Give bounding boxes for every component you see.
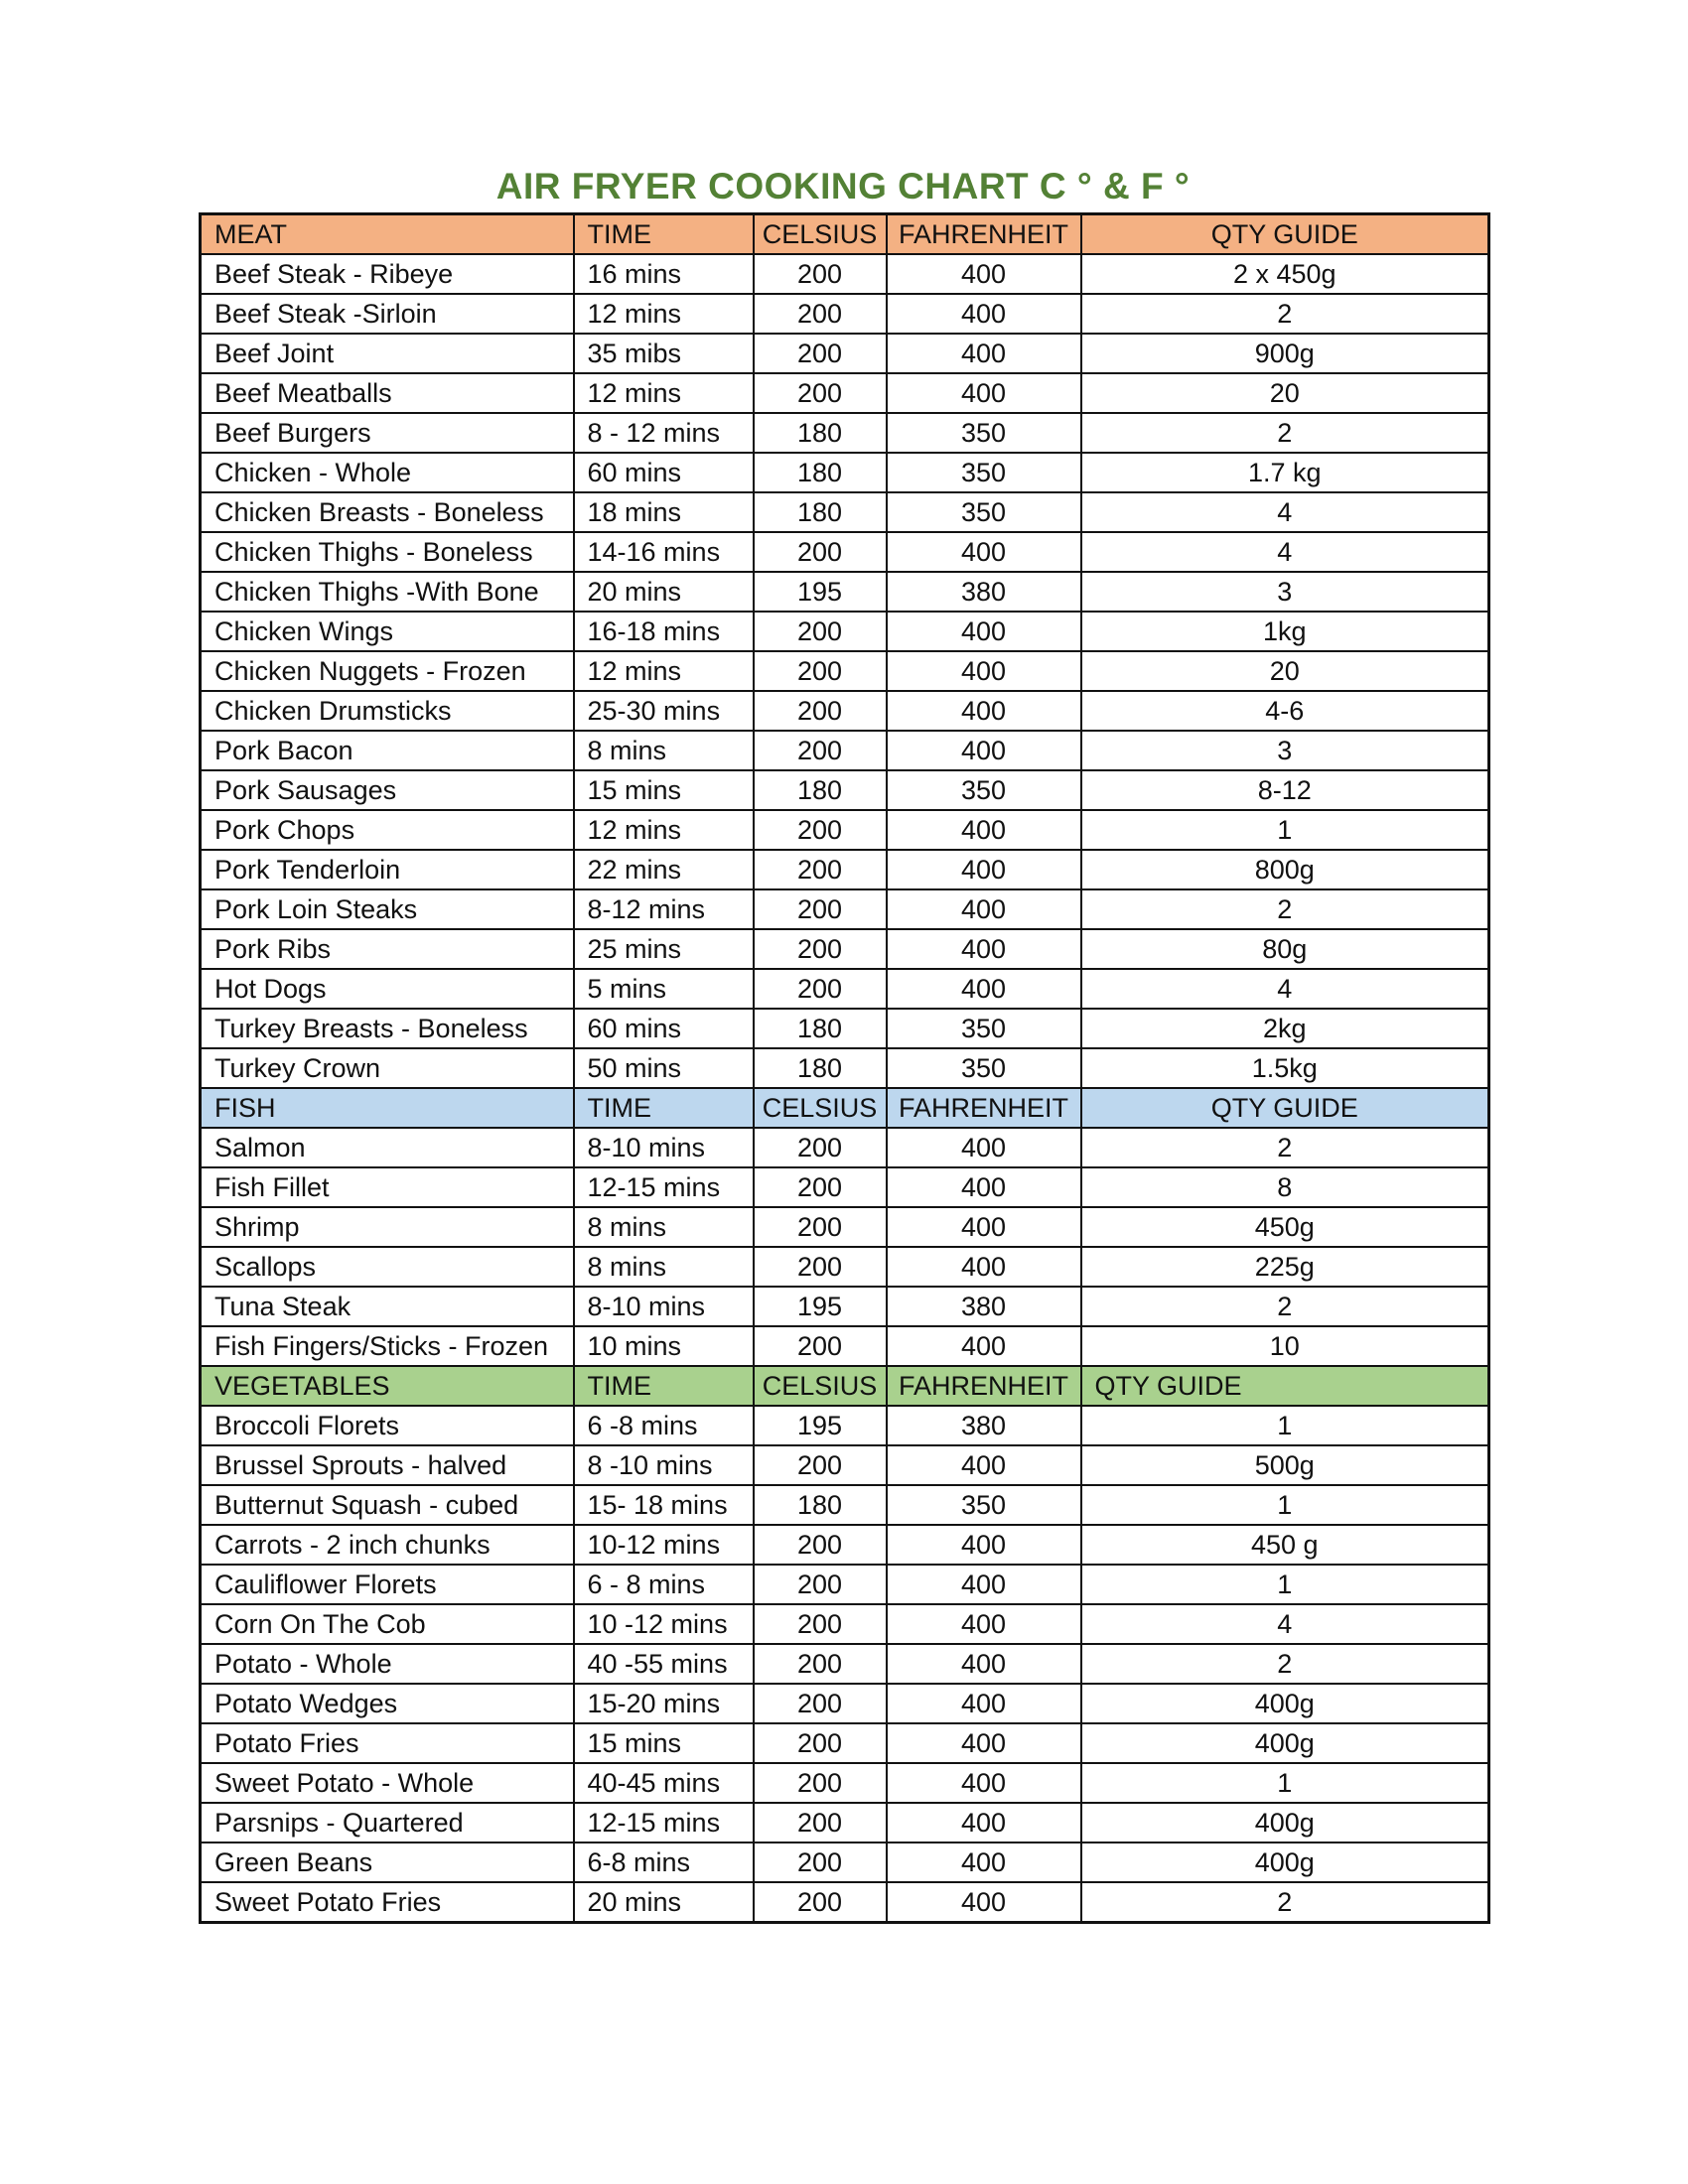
header-item: FISH xyxy=(201,1088,574,1128)
table-row xyxy=(201,1803,1489,1843)
cell-fahrenheit: 350 xyxy=(887,1009,1081,1048)
cell-fahrenheit: 400 xyxy=(887,889,1081,929)
cell-celsius: 180 xyxy=(754,413,887,453)
cell-fahrenheit: 400 xyxy=(887,294,1081,334)
cell-item: Fish Fingers/Sticks - Frozen xyxy=(201,1326,574,1366)
cell-time: 12-15 mins xyxy=(574,1803,754,1843)
cell-celsius: 200 xyxy=(754,1167,887,1207)
cell-item: Turkey Breasts - Boneless xyxy=(201,1009,574,1048)
cell-fahrenheit: 400 xyxy=(887,1763,1081,1803)
cell-fahrenheit: 400 xyxy=(887,1167,1081,1207)
cell-time: 15 mins xyxy=(574,770,754,810)
cell-item: Broccoli Florets xyxy=(201,1406,574,1445)
cell-celsius: 200 xyxy=(754,731,887,770)
cell-qty-guide: 900g xyxy=(1081,334,1489,373)
cell-time: 8 -10 mins xyxy=(574,1445,754,1485)
table-row xyxy=(201,572,1489,612)
cell-fahrenheit: 400 xyxy=(887,969,1081,1009)
table-row xyxy=(201,1207,1489,1247)
cell-time: 16 mins xyxy=(574,254,754,294)
cell-qty-guide: 1 xyxy=(1081,1406,1489,1445)
cell-time: 50 mins xyxy=(574,1048,754,1088)
cell-celsius: 200 xyxy=(754,810,887,850)
cell-fahrenheit: 400 xyxy=(887,1843,1081,1882)
table-row xyxy=(201,969,1489,1009)
cell-item: Chicken Drumsticks xyxy=(201,691,574,731)
cell-fahrenheit: 400 xyxy=(887,373,1081,413)
table-row xyxy=(201,1406,1489,1445)
cell-time: 12 mins xyxy=(574,810,754,850)
cell-time: 20 mins xyxy=(574,572,754,612)
cell-celsius: 200 xyxy=(754,1644,887,1684)
header-qty-guide: QTY GUIDE xyxy=(1081,1366,1489,1406)
cell-qty-guide: 1 xyxy=(1081,1485,1489,1525)
cell-fahrenheit: 400 xyxy=(887,1723,1081,1763)
table-row xyxy=(201,1604,1489,1644)
fish-section-header xyxy=(201,1088,1489,1128)
cell-item: Brussel Sprouts - halved xyxy=(201,1445,574,1485)
cell-time: 8-10 mins xyxy=(574,1128,754,1167)
cell-item: Chicken Thighs - Boneless xyxy=(201,532,574,572)
header-item: VEGETABLES xyxy=(201,1366,574,1406)
cell-item: Beef Steak -Sirloin xyxy=(201,294,574,334)
header-celsius: CELSIUS xyxy=(754,214,887,255)
cell-time: 10 mins xyxy=(574,1326,754,1366)
cell-time: 16-18 mins xyxy=(574,612,754,651)
cell-item: Beef Meatballs xyxy=(201,373,574,413)
table-row xyxy=(201,1565,1489,1604)
cell-qty-guide: 2 xyxy=(1081,1882,1489,1923)
table-row xyxy=(201,1723,1489,1763)
cell-item: Salmon xyxy=(201,1128,574,1167)
cell-qty-guide: 2 xyxy=(1081,1287,1489,1326)
cell-celsius: 200 xyxy=(754,1128,887,1167)
page-title: AIR FRYER COOKING CHART C ° & F ° xyxy=(495,166,1191,206)
cell-item: Chicken Wings xyxy=(201,612,574,651)
cell-time: 60 mins xyxy=(574,1009,754,1048)
cell-qty-guide: 20 xyxy=(1081,651,1489,691)
cell-time: 20 mins xyxy=(574,1882,754,1923)
cell-fahrenheit: 350 xyxy=(887,492,1081,532)
cell-item: Chicken Breasts - Boneless xyxy=(201,492,574,532)
cell-qty-guide: 2kg xyxy=(1081,1009,1489,1048)
cell-celsius: 200 xyxy=(754,1445,887,1485)
cell-item: Sweet Potato - Whole xyxy=(201,1763,574,1803)
table-row xyxy=(201,1167,1489,1207)
table-row xyxy=(201,373,1489,413)
cell-item: Potato Fries xyxy=(201,1723,574,1763)
cell-fahrenheit: 400 xyxy=(887,810,1081,850)
cell-time: 40-45 mins xyxy=(574,1763,754,1803)
cell-time: 8 mins xyxy=(574,1207,754,1247)
cell-celsius: 200 xyxy=(754,1803,887,1843)
table-row xyxy=(201,453,1489,492)
cell-qty-guide: 400g xyxy=(1081,1723,1489,1763)
table-row xyxy=(201,413,1489,453)
cell-qty-guide: 1 xyxy=(1081,810,1489,850)
cell-celsius: 180 xyxy=(754,492,887,532)
cell-celsius: 200 xyxy=(754,1565,887,1604)
cell-qty-guide: 8 xyxy=(1081,1167,1489,1207)
cell-time: 12-15 mins xyxy=(574,1167,754,1207)
table-row xyxy=(201,889,1489,929)
cell-fahrenheit: 350 xyxy=(887,413,1081,453)
cell-qty-guide: 225g xyxy=(1081,1247,1489,1287)
cooking-chart-table xyxy=(199,212,1490,1924)
cell-item: Hot Dogs xyxy=(201,969,574,1009)
cell-celsius: 200 xyxy=(754,294,887,334)
cell-time: 12 mins xyxy=(574,373,754,413)
cell-celsius: 200 xyxy=(754,1525,887,1565)
header-item: MEAT xyxy=(201,214,574,255)
table-row xyxy=(201,1445,1489,1485)
cell-fahrenheit: 400 xyxy=(887,1565,1081,1604)
cell-item: Pork Tenderloin xyxy=(201,850,574,889)
table-row xyxy=(201,532,1489,572)
cell-item: Scallops xyxy=(201,1247,574,1287)
cell-celsius: 180 xyxy=(754,1048,887,1088)
cell-qty-guide: 800g xyxy=(1081,850,1489,889)
cell-fahrenheit: 400 xyxy=(887,731,1081,770)
cell-qty-guide: 4 xyxy=(1081,1604,1489,1644)
cell-qty-guide: 4-6 xyxy=(1081,691,1489,731)
cell-celsius: 200 xyxy=(754,889,887,929)
cell-fahrenheit: 400 xyxy=(887,929,1081,969)
cell-qty-guide: 80g xyxy=(1081,929,1489,969)
cell-time: 6 - 8 mins xyxy=(574,1565,754,1604)
cell-qty-guide: 1kg xyxy=(1081,612,1489,651)
header-qty-guide: QTY GUIDE xyxy=(1081,214,1489,255)
header-qty-guide: QTY GUIDE xyxy=(1081,1088,1489,1128)
cell-item: Butternut Squash - cubed xyxy=(201,1485,574,1525)
cell-fahrenheit: 400 xyxy=(887,1128,1081,1167)
cell-fahrenheit: 380 xyxy=(887,572,1081,612)
table-row xyxy=(201,850,1489,889)
cell-item: Pork Bacon xyxy=(201,731,574,770)
cell-fahrenheit: 400 xyxy=(887,1326,1081,1366)
table-row xyxy=(201,770,1489,810)
cell-celsius: 200 xyxy=(754,612,887,651)
cell-qty-guide: 3 xyxy=(1081,572,1489,612)
cell-fahrenheit: 350 xyxy=(887,770,1081,810)
header-time: TIME xyxy=(574,1088,754,1128)
cell-celsius: 200 xyxy=(754,651,887,691)
header-celsius: CELSIUS xyxy=(754,1088,887,1128)
cell-time: 6-8 mins xyxy=(574,1843,754,1882)
cell-fahrenheit: 400 xyxy=(887,691,1081,731)
cell-time: 6 -8 mins xyxy=(574,1406,754,1445)
cell-fahrenheit: 400 xyxy=(887,1882,1081,1923)
cell-qty-guide: 4 xyxy=(1081,532,1489,572)
header-fahrenheit: FAHRENHEIT xyxy=(887,1366,1081,1406)
table-row xyxy=(201,1247,1489,1287)
cell-time: 22 mins xyxy=(574,850,754,889)
cell-celsius: 200 xyxy=(754,373,887,413)
cell-item: Green Beans xyxy=(201,1843,574,1882)
cell-qty-guide: 3 xyxy=(1081,731,1489,770)
meat-section-header xyxy=(201,214,1489,255)
cell-item: Beef Steak - Ribeye xyxy=(201,254,574,294)
cell-item: Corn On The Cob xyxy=(201,1604,574,1644)
cell-qty-guide: 1.5kg xyxy=(1081,1048,1489,1088)
cell-time: 10 -12 mins xyxy=(574,1604,754,1644)
table-row xyxy=(201,1128,1489,1167)
cell-fahrenheit: 400 xyxy=(887,532,1081,572)
cell-time: 40 -55 mins xyxy=(574,1644,754,1684)
cell-qty-guide: 2 xyxy=(1081,294,1489,334)
cell-celsius: 200 xyxy=(754,929,887,969)
cell-time: 25 mins xyxy=(574,929,754,969)
table-row xyxy=(201,334,1489,373)
cell-celsius: 195 xyxy=(754,1287,887,1326)
cell-fahrenheit: 400 xyxy=(887,1247,1081,1287)
cell-celsius: 200 xyxy=(754,1882,887,1923)
chart-body xyxy=(201,214,1489,1923)
cell-celsius: 200 xyxy=(754,691,887,731)
cell-qty-guide: 2 x 450g xyxy=(1081,254,1489,294)
cell-item: Tuna Steak xyxy=(201,1287,574,1326)
cell-item: Turkey Crown xyxy=(201,1048,574,1088)
cell-item: Pork Loin Steaks xyxy=(201,889,574,929)
header-celsius: CELSIUS xyxy=(754,1366,887,1406)
cell-time: 14-16 mins xyxy=(574,532,754,572)
cell-celsius: 180 xyxy=(754,1009,887,1048)
cell-qty-guide: 400g xyxy=(1081,1843,1489,1882)
cell-celsius: 180 xyxy=(754,453,887,492)
table-row xyxy=(201,691,1489,731)
cell-fahrenheit: 350 xyxy=(887,1485,1081,1525)
cell-celsius: 195 xyxy=(754,572,887,612)
cell-celsius: 200 xyxy=(754,1604,887,1644)
table-row xyxy=(201,1287,1489,1326)
cell-celsius: 200 xyxy=(754,1763,887,1803)
cell-qty-guide: 400g xyxy=(1081,1803,1489,1843)
cell-time: 60 mins xyxy=(574,453,754,492)
cell-fahrenheit: 400 xyxy=(887,651,1081,691)
cell-time: 8 mins xyxy=(574,1247,754,1287)
cell-item: Cauliflower Florets xyxy=(201,1565,574,1604)
cell-celsius: 200 xyxy=(754,334,887,373)
cell-time: 25-30 mins xyxy=(574,691,754,731)
cell-qty-guide: 10 xyxy=(1081,1326,1489,1366)
table-row xyxy=(201,492,1489,532)
cell-celsius: 200 xyxy=(754,1247,887,1287)
cell-qty-guide: 400g xyxy=(1081,1684,1489,1723)
cell-fahrenheit: 380 xyxy=(887,1287,1081,1326)
cell-item: Chicken Nuggets - Frozen xyxy=(201,651,574,691)
cell-item: Pork Sausages xyxy=(201,770,574,810)
cell-fahrenheit: 400 xyxy=(887,1803,1081,1843)
table-row xyxy=(201,1525,1489,1565)
veg-section-header xyxy=(201,1366,1489,1406)
cell-celsius: 200 xyxy=(754,850,887,889)
cell-celsius: 200 xyxy=(754,532,887,572)
cell-qty-guide: 2 xyxy=(1081,889,1489,929)
cell-item: Chicken Thighs -With Bone xyxy=(201,572,574,612)
cell-time: 15- 18 mins xyxy=(574,1485,754,1525)
cell-item: Pork Ribs xyxy=(201,929,574,969)
cell-time: 10-12 mins xyxy=(574,1525,754,1565)
cell-item: Beef Joint xyxy=(201,334,574,373)
header-time: TIME xyxy=(574,1366,754,1406)
cell-item: Sweet Potato Fries xyxy=(201,1882,574,1923)
table-row xyxy=(201,929,1489,969)
cell-fahrenheit: 400 xyxy=(887,1644,1081,1684)
cell-time: 15 mins xyxy=(574,1723,754,1763)
cell-fahrenheit: 380 xyxy=(887,1406,1081,1445)
cell-time: 15-20 mins xyxy=(574,1684,754,1723)
table-row xyxy=(201,651,1489,691)
cell-qty-guide: 2 xyxy=(1081,1128,1489,1167)
cell-time: 8-12 mins xyxy=(574,889,754,929)
cell-celsius: 180 xyxy=(754,1485,887,1525)
cell-fahrenheit: 400 xyxy=(887,612,1081,651)
cell-time: 18 mins xyxy=(574,492,754,532)
header-fahrenheit: FAHRENHEIT xyxy=(887,1088,1081,1128)
cell-item: Carrots - 2 inch chunks xyxy=(201,1525,574,1565)
cell-time: 12 mins xyxy=(574,294,754,334)
cell-qty-guide: 450 g xyxy=(1081,1525,1489,1565)
cell-celsius: 200 xyxy=(754,1684,887,1723)
cell-fahrenheit: 400 xyxy=(887,850,1081,889)
cell-time: 8 mins xyxy=(574,731,754,770)
cell-qty-guide: 1 xyxy=(1081,1565,1489,1604)
cell-qty-guide: 450g xyxy=(1081,1207,1489,1247)
header-time: TIME xyxy=(574,214,754,255)
cell-fahrenheit: 400 xyxy=(887,334,1081,373)
cell-qty-guide: 1.7 kg xyxy=(1081,453,1489,492)
table-row xyxy=(201,1843,1489,1882)
table-row xyxy=(201,810,1489,850)
cell-celsius: 195 xyxy=(754,1406,887,1445)
cell-celsius: 200 xyxy=(754,1326,887,1366)
cell-qty-guide: 1 xyxy=(1081,1763,1489,1803)
cell-fahrenheit: 400 xyxy=(887,1207,1081,1247)
header-fahrenheit: FAHRENHEIT xyxy=(887,214,1081,255)
table-row xyxy=(201,1684,1489,1723)
table-row xyxy=(201,731,1489,770)
cell-time: 35 mibs xyxy=(574,334,754,373)
table-row xyxy=(201,1763,1489,1803)
table-row xyxy=(201,1009,1489,1048)
cell-qty-guide: 2 xyxy=(1081,413,1489,453)
table-row xyxy=(201,1485,1489,1525)
cell-fahrenheit: 350 xyxy=(887,453,1081,492)
cell-celsius: 180 xyxy=(754,770,887,810)
cell-item: Pork Chops xyxy=(201,810,574,850)
table-row xyxy=(201,294,1489,334)
table-row xyxy=(201,1882,1489,1923)
cell-item: Fish Fillet xyxy=(201,1167,574,1207)
cell-time: 12 mins xyxy=(574,651,754,691)
cell-celsius: 200 xyxy=(754,969,887,1009)
cell-item: Chicken - Whole xyxy=(201,453,574,492)
cell-item: Parsnips - Quartered xyxy=(201,1803,574,1843)
cell-celsius: 200 xyxy=(754,1843,887,1882)
cell-time: 8-10 mins xyxy=(574,1287,754,1326)
table-row xyxy=(201,1048,1489,1088)
table-row xyxy=(201,1326,1489,1366)
cell-fahrenheit: 400 xyxy=(887,1604,1081,1644)
cell-time: 8 - 12 mins xyxy=(574,413,754,453)
cell-celsius: 200 xyxy=(754,1723,887,1763)
cell-item: Shrimp xyxy=(201,1207,574,1247)
cell-qty-guide: 20 xyxy=(1081,373,1489,413)
cell-qty-guide: 500g xyxy=(1081,1445,1489,1485)
cell-item: Beef Burgers xyxy=(201,413,574,453)
cell-qty-guide: 2 xyxy=(1081,1644,1489,1684)
cell-celsius: 200 xyxy=(754,1207,887,1247)
table-row xyxy=(201,254,1489,294)
cell-fahrenheit: 350 xyxy=(887,1048,1081,1088)
cell-qty-guide: 4 xyxy=(1081,969,1489,1009)
cell-qty-guide: 8-12 xyxy=(1081,770,1489,810)
cell-qty-guide: 4 xyxy=(1081,492,1489,532)
cell-time: 5 mins xyxy=(574,969,754,1009)
cell-item: Potato Wedges xyxy=(201,1684,574,1723)
cell-fahrenheit: 400 xyxy=(887,1445,1081,1485)
cell-item: Potato - Whole xyxy=(201,1644,574,1684)
table-row xyxy=(201,612,1489,651)
cell-fahrenheit: 400 xyxy=(887,254,1081,294)
cell-fahrenheit: 400 xyxy=(887,1684,1081,1723)
table-row xyxy=(201,1644,1489,1684)
cell-celsius: 200 xyxy=(754,254,887,294)
cell-fahrenheit: 400 xyxy=(887,1525,1081,1565)
